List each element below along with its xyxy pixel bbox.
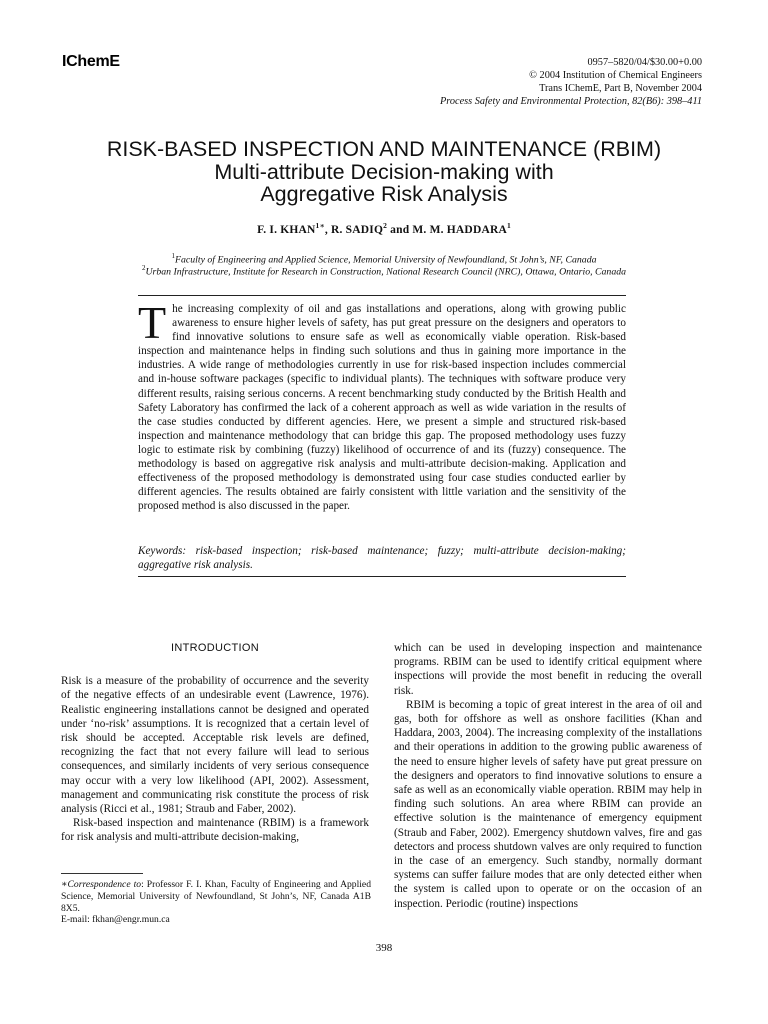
- journal-citation: Process Safety and Environmental Protection, 82(B6): 398–411: [439, 96, 702, 107]
- right-paragraph-1: which can be used in developing inspection and maintenance programs. RBIM can be used to identify critical equipment where inspections will provide the most benefit in reducing the overall risk.: [394, 642, 702, 697]
- keywords: Keywords: risk-based inspection; risk-based maintenance; fuzzy; multi-attribute decision-making; aggregative risk analysis.: [138, 545, 626, 571]
- author-haddara-affil: 1: [506, 221, 511, 230]
- affiliation-1-text: Faculty of Engineering and Applied Science, Memorial University of Newfoundland, St John’s, NF, Canada: [175, 254, 597, 266]
- title-line-2: Multi-attribute Decision-making with: [214, 160, 554, 184]
- abstract-dropcap: T: [138, 297, 167, 348]
- author-sadiq-affil: 2: [383, 221, 388, 230]
- logo-text: IChemE: [62, 53, 120, 70]
- page-number: 398: [375, 942, 393, 954]
- icheme-logo: [62, 53, 120, 71]
- section-heading-introduction: INTRODUCTION: [171, 642, 259, 654]
- left-paragraph-1: Risk is a measure of the probability of occurrence and the severity of the negative effects of an undesirable event (Lawrence, 1976). Realistic engineering installations cannot be designed and operated under ‘no-risk’ assumptions. It is recognized that a certain level of risk should be accepted. Acceptable risk levels are defined, recognizing the fact that not every failure will lead to serious consequences, and similarly incidents of very serious consequence may occur with a very low likelihood (API, 2002). Assessment, management and communicating risk constitute the process of risk analysis (Ricci et al., 1981; Straub and Faber, 2002).: [61, 675, 369, 816]
- right-paragraph-2: RBIM is becoming a topic of great interest in the area of oil and gas, both for offshore as well as onshore facilities (Khan and Haddara, 2003, 2004). The increasing complexity of the installations and their operations in addition to the growing public awareness of the need to ensure higher levels of safety have put great pressure on the designers and operators to find innovative solutions to ensure a safe as well as an economically viable operation. RBIM may help in finding such solutions. An area where RBIM can provide an effective solution is the maintenance of emergency equipment (Straub and Faber, 2002). Emergency shutdown valves, fire and gas detectors and process shutdown valves are only required to function in the case of an emergency. Such standby, normally dormant systems can suffer failure modes that are only detected either when the system is called upon to operate or on the occasion of an inspection. Periodic (routine) inspections: [394, 698, 702, 910]
- author-sadiq: R. SADIQ: [331, 223, 384, 236]
- abstract-top-rule: [138, 295, 626, 296]
- affiliation-2: [60, 264, 708, 277]
- abstract-text: he increasing complexity of oil and gas installations and operations, along with growing public awareness to ensure higher levels of safety, has put great pressure on the designers and operators to find innovative solutions to ensure safe as well as economically viable operation. Risk-based inspection and maintenance helps in finding such solutions and thus in gaining more importance in the industries. A wide range of methodologies currently in use for risk-based inspection includes commercial and in-house software packages (specific to individual plants). The techniques with software produce very different results, raising serious concerns. A recent benchmarking study conducted by the British Health and Safety Laboratory has confirmed the lack of a coherent approach as well as wide variation in the results of the case studies conducted by different agencies. Here, we present a simple and structured risk-based inspection and maintenance methodology that can bridge this gap. The proposed methodology uses fuzzy logic to estimate risk by combining (fuzzy) likelihood of occurrence of and its (fuzzy) consequence. The methodology is based on aggregative risk analysis and multi-attribute decision-making. Application and effectiveness of the proposed methodology is demonstrated using four case studies conducted earlier by different agencies. The results obtained are fairly consistent with little variation and the sensitivity of the proposed method is also discussed in the paper.: [138, 303, 626, 513]
- author-separator: ,: [324, 223, 332, 236]
- publication-info: [440, 56, 702, 108]
- author-khan-affil: 1∗: [315, 221, 325, 230]
- affiliation-2-text: Urban Infrastructure, Institute for Research in Construction, National Research Council (NRC), Ottawa, Ontario, Canada: [145, 266, 627, 278]
- journal-part: Trans IChemE, Part B, November 2004: [539, 83, 702, 94]
- left-paragraph-2: Risk-based inspection and maintenance (RBIM) is a framework for risk analysis and multi-attribute decision-making,: [61, 817, 369, 844]
- footnote-email[interactable]: E-mail: fkhan@engr.mun.ca: [61, 914, 170, 926]
- author-separator-and: and: [387, 223, 413, 236]
- footnote-text: : Professor F. I. Khan, Faculty of Engineering and Applied Science, Memorial University of Newfoundland, St John’s, NF, Canada A1B 8X5.: [61, 879, 371, 914]
- correspondence-footnote: [61, 879, 371, 926]
- abstract-bottom-rule: [138, 576, 626, 577]
- affiliation-2-number: 2: [141, 264, 146, 272]
- copyright: © 2004 Institution of Chemical Engineers: [529, 70, 702, 81]
- author-list: [60, 221, 708, 236]
- right-column: [394, 641, 702, 911]
- author-khan: F. I. KHAN: [257, 223, 316, 236]
- author-haddara: M. M. HADDARA: [412, 223, 507, 236]
- title-line-3: Aggregative Risk Analysis: [260, 182, 508, 206]
- left-column: [61, 641, 369, 845]
- footnote-rule: [61, 873, 143, 874]
- footnote-label: ∗Correspondence to: [61, 879, 142, 890]
- abstract: [138, 297, 626, 513]
- affiliation-1-number: 1: [171, 252, 175, 260]
- price-code: 0957–5820/04/$30.00+0.00: [587, 57, 702, 68]
- title-line-1: RISK-BASED INSPECTION AND MAINTENANCE (RBIM): [106, 137, 662, 161]
